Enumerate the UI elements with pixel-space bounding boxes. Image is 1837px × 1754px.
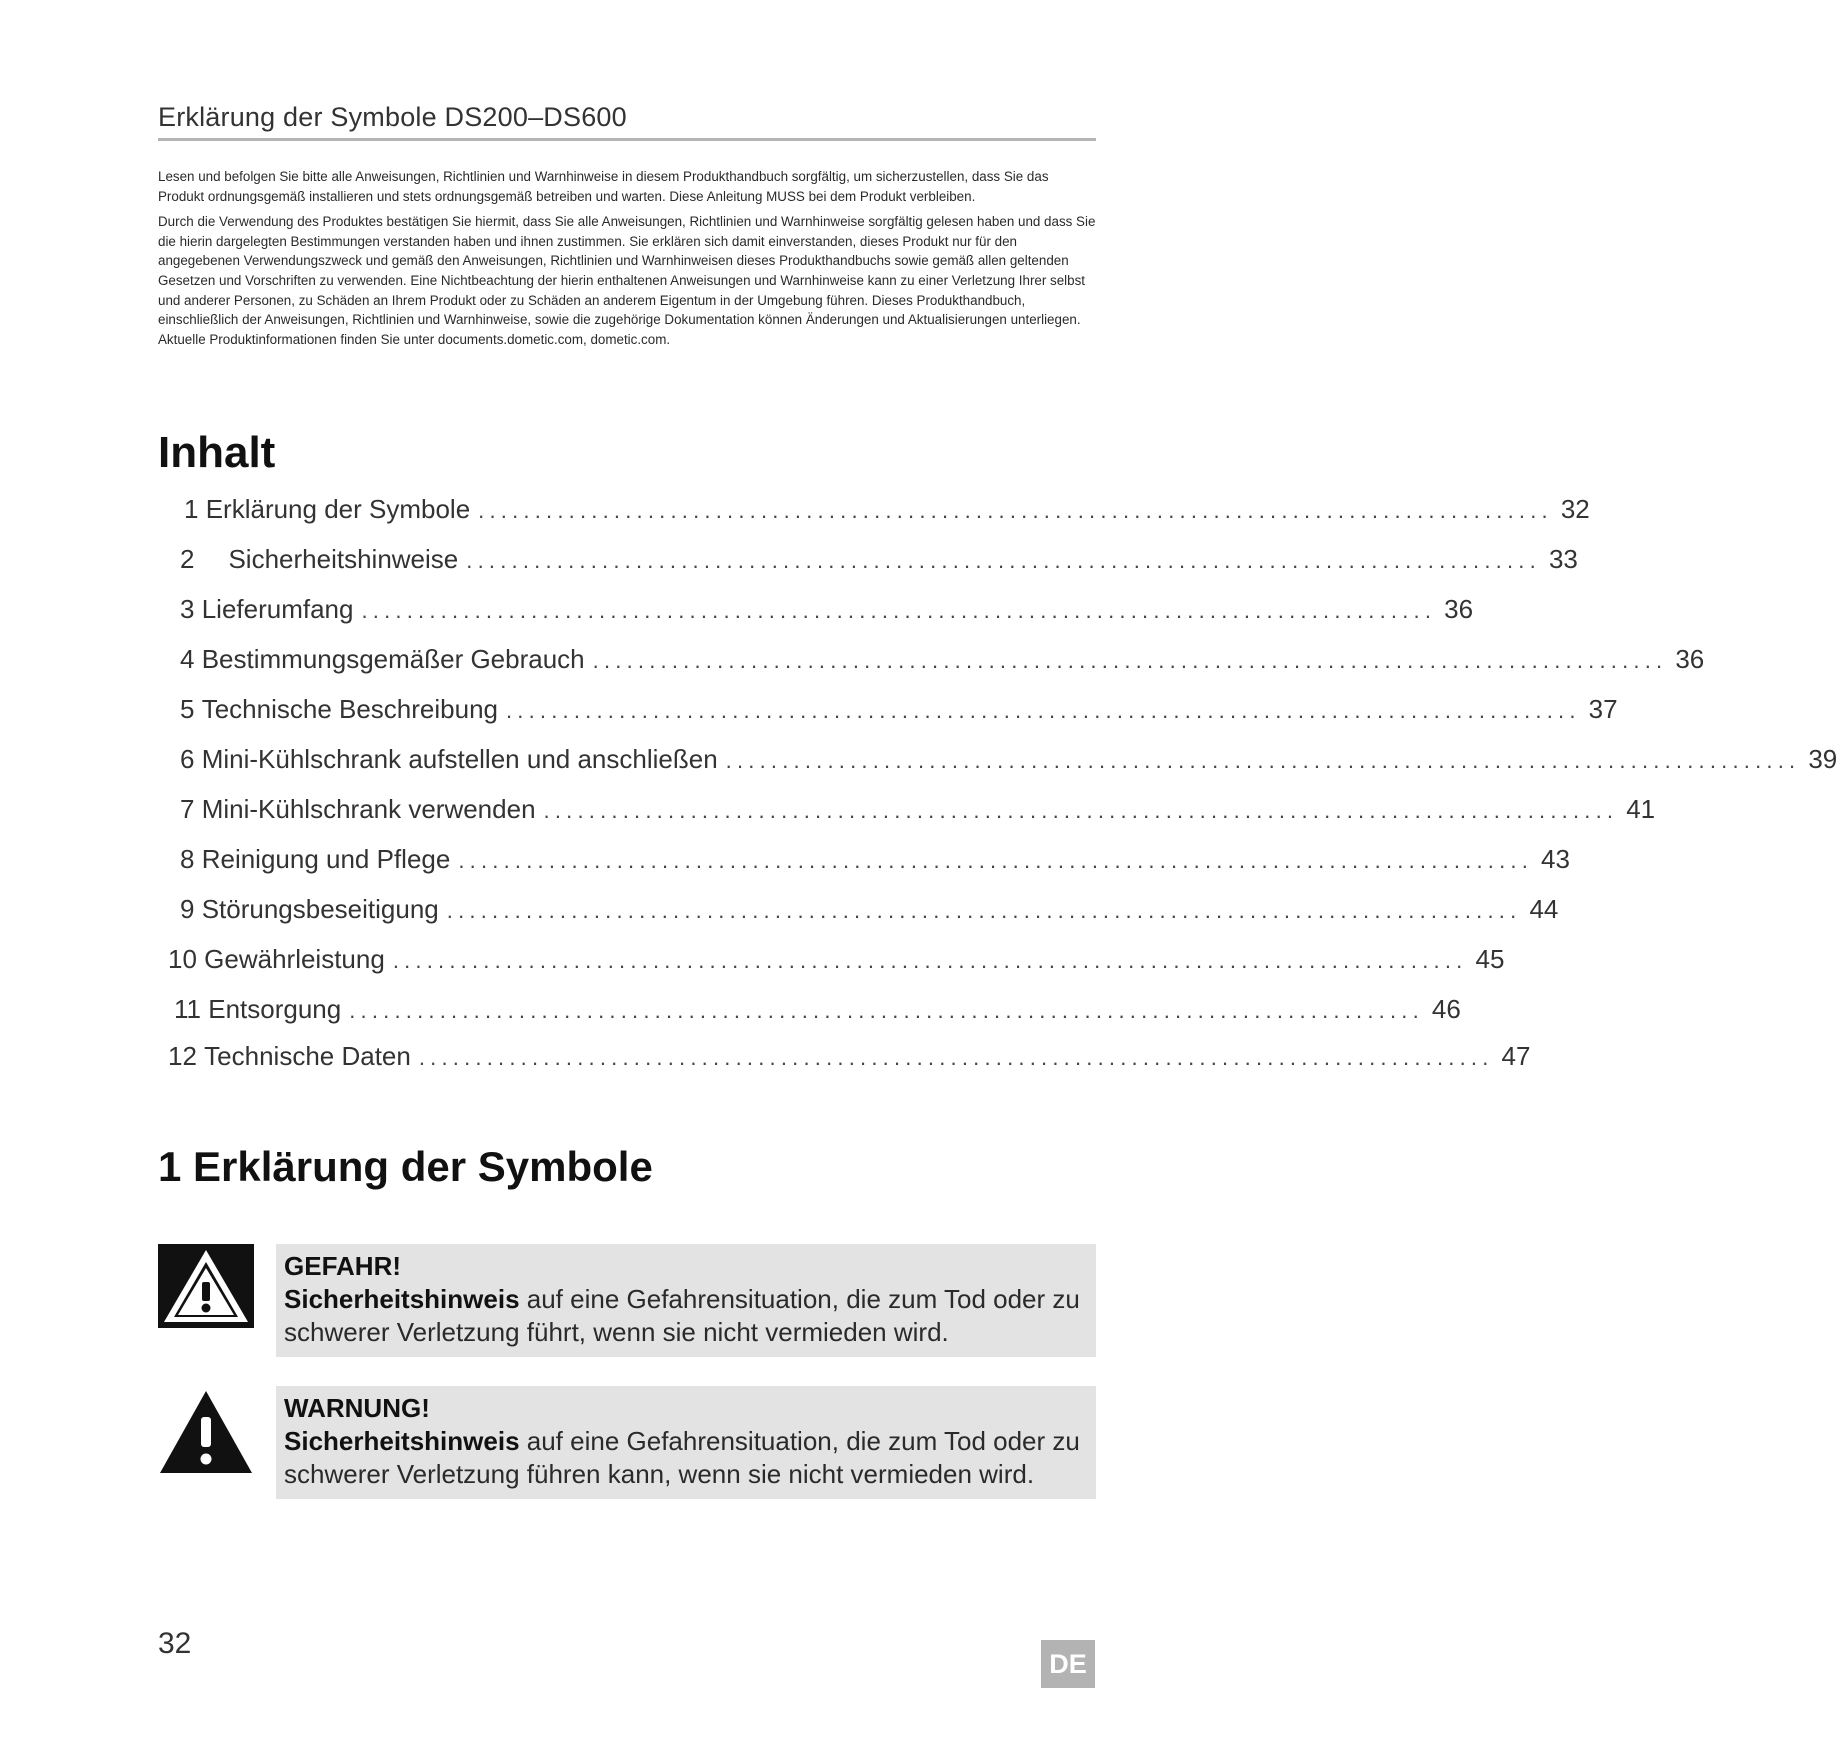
toc-page: 39 <box>1808 744 1837 774</box>
toc-entry[interactable] <box>180 644 1705 680</box>
toc-number: 3 <box>180 594 195 624</box>
toc-leader: ............................................................................................... <box>543 798 1619 823</box>
toc-leader: ............................................................................................... <box>392 948 1468 973</box>
danger-icon <box>158 1244 254 1328</box>
toc-title: Lieferumfang <box>201 594 354 624</box>
toc-leader: ............................................................................................... <box>506 698 1581 723</box>
intro-text <box>158 167 1096 355</box>
toc-title: Gewährleistung <box>204 944 385 974</box>
toc-entry[interactable] <box>180 794 1656 830</box>
toc-number: 10 <box>168 944 197 974</box>
toc-page: 37 <box>1588 694 1618 724</box>
toc-title: Technische Daten <box>204 1041 411 1071</box>
toc-entry[interactable] <box>180 594 1474 630</box>
toc-title: Erklärung der Symbole <box>205 494 471 524</box>
toc-title: Technische Beschreibung <box>201 694 498 724</box>
toc-entry[interactable] <box>180 694 1618 730</box>
toc-title: Bestimmungsgemäßer Gebrauch <box>201 644 585 674</box>
toc-title: Störungsbeseitigung <box>201 894 439 924</box>
toc-title: Sicherheitshinweise <box>228 544 459 574</box>
notice-lead: Sicherheitshinweis <box>284 1284 520 1314</box>
toc-entry[interactable] <box>180 844 1570 880</box>
intro-paragraph: Lesen und befolgen Sie bitte alle Anweisungen, Richtlinien und Warnhinweise in diesem Produkthandbuch sorgfältig, um sicherzustellen, dass Sie das Produkt ordnungsgemäß installieren und stets ordnungsgemäß betreiben und warten. Diese Anleitung MUSS bei dem Produkt verbleiben. <box>158 169 1049 204</box>
toc-title: Mini-Kühlschrank aufstellen und anschließen <box>201 744 718 774</box>
toc-title: Reinigung und Pflege <box>201 844 451 874</box>
notice-label: WARNUNG! <box>284 1393 430 1423</box>
toc-number: 1 <box>184 494 199 524</box>
toc-page: 45 <box>1475 944 1505 974</box>
header-rule <box>158 138 1096 141</box>
language-badge: DE <box>1041 1640 1095 1688</box>
toc-entry[interactable] <box>184 494 1590 530</box>
running-header: Erklärung der Symbole DS200–DS600 <box>158 102 627 132</box>
toc-number: 4 <box>180 644 195 674</box>
danger-notice <box>276 1244 1096 1357</box>
toc-page: 41 <box>1626 794 1656 824</box>
toc-title: Mini-Kühlschrank verwenden <box>201 794 536 824</box>
toc-number: 2 <box>180 544 195 574</box>
toc-page: 33 <box>1548 544 1578 574</box>
toc-page: 47 <box>1501 1041 1531 1071</box>
toc-entry[interactable] <box>168 1041 1531 1077</box>
toc-number: 7 <box>180 794 195 824</box>
toc-number: 5 <box>180 694 195 724</box>
toc-page: 43 <box>1541 844 1570 874</box>
notice-text: auf eine Gefahrensituation, die zum Tod oder zu schwerer Verletzung führt, wenn sie nicht vermieden wird. <box>284 1284 1080 1347</box>
toc-page: 46 <box>1431 994 1461 1024</box>
toc-page: 36 <box>1444 594 1474 624</box>
toc-leader: ............................................................................................... <box>466 548 1541 573</box>
toc-leader: ............................................................................................... <box>592 648 1668 673</box>
toc-number: 8 <box>180 844 195 874</box>
toc-leader: ............................................................................................... <box>361 598 1437 623</box>
toc-number: 11 <box>174 994 201 1024</box>
toc-leader: ............................................................................................... <box>458 848 1534 873</box>
toc-title: Entsorgung <box>208 994 342 1024</box>
toc-entry[interactable] <box>180 744 1837 780</box>
notice-text: auf eine Gefahrensituation, die zum Tod oder zu schwerer Verletzung führen kann, wenn sie nicht vermieden wird. <box>284 1426 1080 1489</box>
toc-leader: ............................................................................................... <box>418 1045 1494 1070</box>
toc-page: 44 <box>1529 894 1559 924</box>
toc-number: 9 <box>180 894 195 924</box>
notice-label: GEFAHR! <box>284 1251 401 1281</box>
warning-notice <box>276 1386 1096 1499</box>
toc-entry[interactable] <box>168 944 1505 980</box>
notice-lead: Sicherheitshinweis <box>284 1426 520 1456</box>
toc-entry[interactable] <box>180 544 1578 580</box>
toc-number: 12 <box>168 1041 197 1071</box>
warning-icon <box>158 1389 254 1475</box>
intro-paragraph: Durch die Verwendung des Produktes bestätigen Sie hiermit, dass Sie alle Anweisungen, Richtlinien und Warnhinweise sorgfältig gelesen haben und dass Sie die hierin dargelegten Bestimmungen verstanden haben und ihnen zustimmen. Sie erklären sich damit einverstanden, dieses Produkt nur für den angegebenen Verwendungszweck und gemäß den Anweisungen, Richtlinien und Warnhinweisen dieses Produkthandbuchs sowie gemäß allen geltenden Gesetzen und Vorschriften zu verwenden. Eine Nichtbeachtung der hierin enthaltenen Anweisungen und Warnhinweise kann zu einer Verletzung Ihrer selbst und anderer Personen, zu Schäden an Ihrem Produkt oder zu Schäden an anderem Eigentum in der Umgebung führen. Dieses Produkthandbuch, einschließlich der Anweisungen, Richtlinien und Warnhinweise, sowie die zugehörige Dokumentation können Änderungen und Aktualisierungen unterliegen. Aktuelle Produktinformationen finden Sie unter documents.dometic.com, dometic.com. <box>158 214 1096 347</box>
section-heading: 1 Erklärung der Symbole <box>158 1143 653 1190</box>
toc-heading: Inhalt <box>158 428 276 477</box>
toc-page: 36 <box>1675 644 1705 674</box>
toc-page: 32 <box>1560 494 1590 524</box>
toc-entry[interactable] <box>174 994 1461 1030</box>
toc-leader: ............................................................................................... <box>478 498 1553 523</box>
toc-number: 6 <box>180 744 195 774</box>
toc-entry[interactable] <box>180 894 1559 930</box>
toc-leader: ............................................................................................... <box>725 748 1801 773</box>
page-number: 32 <box>158 1627 192 1660</box>
toc-leader: ............................................................................................... <box>349 998 1424 1023</box>
toc-leader: ............................................................................................... <box>446 898 1522 923</box>
